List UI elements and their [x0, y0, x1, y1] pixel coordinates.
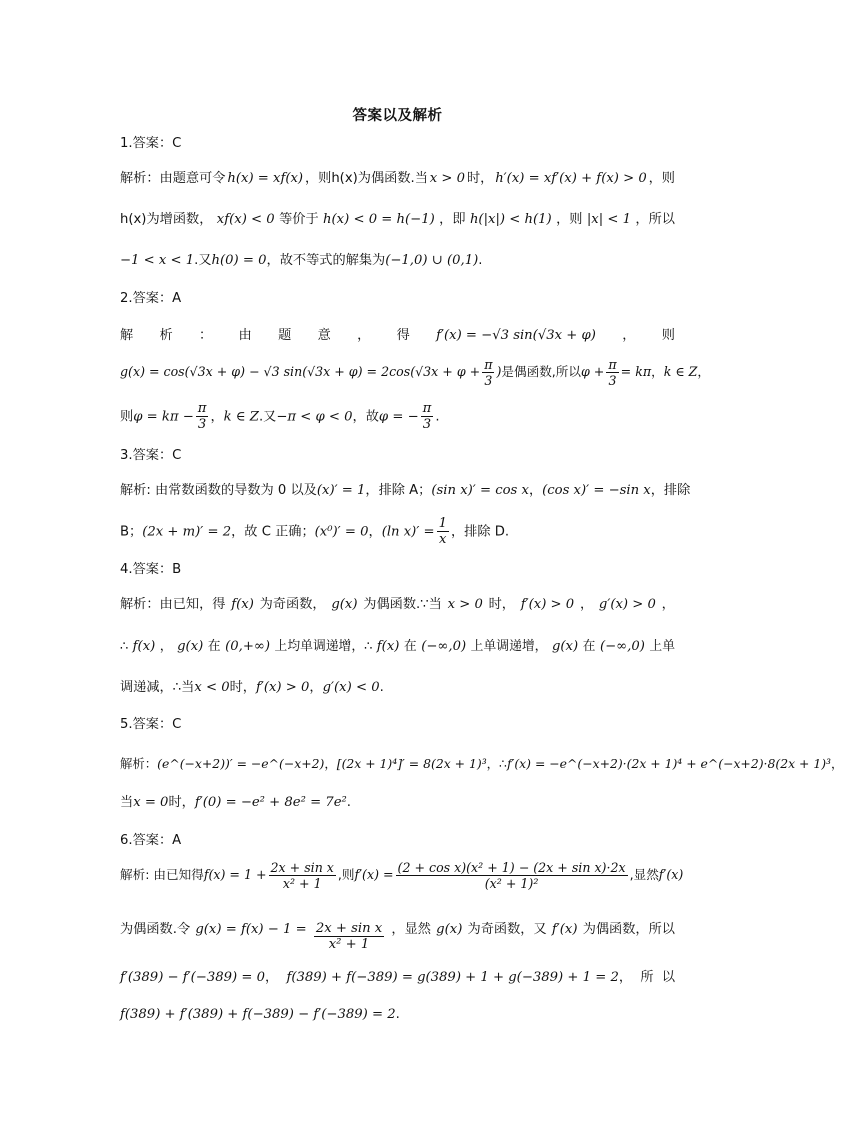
answer-4: 4.答案：B — [120, 562, 182, 577]
q1-line-1: 解析：由题意可令 h(x) = xf(x) ，则h(x)为偶函数.当 x > 0 时， h′(x) = xf′(x) + f(x) > 0 ，则 — [120, 171, 675, 186]
q4-line-3: 调递减，∴当x < 0时，f′(x) > 0，g′(x) < 0. — [120, 680, 384, 695]
answer-2: 2.答案：A — [120, 291, 182, 306]
q2-line-1: 解 析 ： 由 题 意 ， 得 f′(x) = −√3 sin(√3x + φ) ， 则 — [120, 328, 675, 343]
q1-line-3: −1 < x < 1.又h(0) = 0，故不等式的解集为(−1,0) ∪ (0,1). — [120, 253, 483, 268]
q4-line-2: ∴ f(x) ， g(x) 在 (0,+∞) 上均单调递增，∴ f(x) 在 (−∞,0) 上单调递增， g(x) 在 (−∞,0) 上单 — [120, 639, 675, 654]
page-title: 答案以及解析 — [352, 108, 443, 124]
answer-5: 5.答案：C — [120, 717, 182, 732]
q3-line-2: B；(2x + m)′ = 2，故 C 正确；(x⁰)′ = 0，(ln x)′ = $\frac{1}{x}$ ，排除 D. — [120, 516, 510, 547]
q5-line-2: 当x = 0时，f′(0) = −e² + 8e² = 7e². — [120, 795, 351, 810]
answer-3: 3.答案：C — [120, 448, 182, 463]
q1-line-2: h(x)为增函数， xf(x) < 0 等价于 h(x) < 0 = h(−1) ，即 h(|x|) < h(1) ，则 |x| < 1 ，所以 — [120, 212, 675, 227]
q6-line-1: 解析: 由已知得f(x) = 1 + $\frac{\text{2x + sin x}}{\text{x² + 1}}$ ,则f′(x) = $\frac{\text{(2 + cos x)(x² + 1) − (2x + sin x)·2x}}{\text{(x² + 1)²}}$ ,显然f′(x) — [120, 860, 684, 891]
q5-line-1: 解析：(e^(−x+2))′ = −e^(−x+2)，[(2x + 1)⁴]′ = 8(2x + 1)³，∴f′(x) = −e^(−x+2)·(2x + 1)⁴ + e^(−x+2)·8(2x + 1)³， — [120, 756, 843, 771]
q6-line-2: 为偶函数.令 g(x) = f(x) − 1 = $\frac{\text{2x + sin x}}{\text{x² + 1}}$ ，显然 g(x) 为奇函数，又 f′(x) 为偶函数，所以 — [120, 921, 675, 952]
q4-line-1: 解析：由已知，得 f(x) 为奇函数， g(x) 为偶函数.∵当 x > 0 时， f′(x) > 0 ， g′(x) > 0 ， — [120, 597, 675, 612]
q2-line-3: 则φ = kπ − $\frac{\pi}{3}$ ，k ∈ Z.又−π < φ < 0，故φ = − $\frac{\pi}{3}$ . — [120, 401, 440, 432]
answer-1: 1.答案：C — [120, 136, 182, 151]
q3-line-1: 解析: 由常数函数的导数为 0 以及(x)′ = 1，排除 A；(sin x)′ = cos x，(cos x)′ = −sin x，排除 — [120, 483, 691, 498]
q6-line-4: f(389) + f′(389) + f(−389) − f′(−389) = 2. — [120, 1007, 400, 1022]
answer-6: 6.答案：A — [120, 833, 182, 848]
q6-line-3: f′(389) − f′(−389) = 0， f(389) + f(−389) = g(389) + 1 + g(−389) + 1 = 2， 所 以 — [120, 970, 675, 985]
q2-line-2: g(x) = cos(√3x + φ) − √3 sin(√3x + φ) = 2cos(√3x + φ + $\frac{\pi}{3}$ )是偶函数,所以φ + $\frac{\pi}{3}$ = kπ，k ∈ Z， — [120, 357, 711, 388]
